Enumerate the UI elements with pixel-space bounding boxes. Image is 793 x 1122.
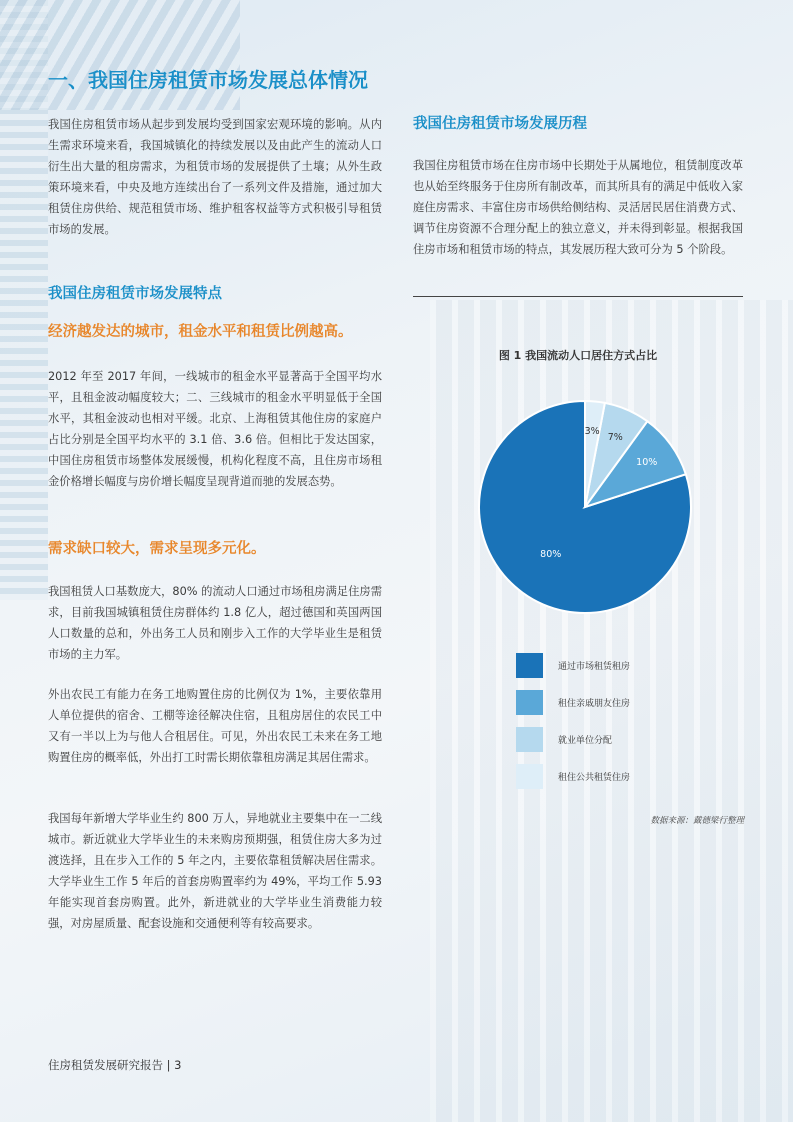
data-source: 数据来源：戴德梁行整理 <box>650 816 744 826</box>
background-building-top <box>0 0 240 110</box>
legend-label: 租住公共租赁住房 <box>558 773 631 783</box>
pie-slice-label: 80% <box>540 549 562 561</box>
legend-label: 通过市场租赁租房 <box>558 662 631 672</box>
section-title: 一、我国住房租赁市场发展总体情况 <box>48 68 368 92</box>
pie-slice-label: 3% <box>584 426 600 438</box>
pie-slice-label: 10% <box>636 457 658 469</box>
feature-subheading-1: 经济越发达的城市，租金水平和租赁比例越高。 <box>48 324 353 340</box>
legend-label: 就业单位分配 <box>558 736 613 746</box>
divider-rule <box>413 296 743 297</box>
legend-item <box>516 726 746 753</box>
legend-swatch <box>516 727 543 752</box>
feature-paragraph-3: 外出农民工有能力在务工地购置住房的比例仅为 1%，主要依靠用人单位提供的宿舍、工棚等途径解决住宿，且租房居住的农民工中又有一半以上为与他人合租居住。可见，外出农民工未来在务工地购置住房的概率低，外出打工时需长期依靠租房满足其居住需求。 <box>48 688 382 764</box>
legend-swatch <box>516 690 543 715</box>
features-heading: 我国住房租赁市场发展特点 <box>48 286 222 302</box>
page-footer: 住房租赁发展研究报告 | 3 <box>48 1058 182 1072</box>
legend-item <box>516 689 746 716</box>
pie-chart <box>478 400 698 620</box>
feature-paragraph-4: 我国每年新增大学毕业生约 800 万人，异地就业主要集中在一二线城市。新近就业大学毕业生的未来购房预期强，租赁住房大多为过渡选择，且在步入工作的 5 年之内，主要依靠租赁解决居住需求。大学毕业生工作 5 年后的首套房购置率约为 49%，平均工作 5.93 年能实现首套房购置。此外，新进就业的大学毕业生消费能力较强，对房屋质量、配套设施和交通便利等有较高要求。 <box>48 812 382 930</box>
feature-subheading-2: 需求缺口较大，需求呈现多元化。 <box>48 541 266 557</box>
feature-paragraph-1: 2012 年至 2017 年间，一线城市的租金水平显著高于全国平均水平，且租金波动幅度较大；二、三线城市的租金水平明显低于全国水平，其租金波动也相对平缓。北京、上海租赁其他住房的家庭户占比分别是全国平均水平的 3.1 倍、3.6 倍。但相比于发达国家，中国住房租赁市场整体发展缓慢，机构化程度不高，且住房市场租金价格增长幅度与房价增长幅度呈现背道而驰的发展态势。 <box>48 370 382 488</box>
intro-paragraph: 我国住房租赁市场从起步到发展均受到国家宏观环境的影响。从内生需求环境来看，我国城镇化的持续发展以及由此产生的流动人口衍生出大量的租房需求，为租赁市场的发展提供了土壤；从外生政策环境来看，中央及地方连续出台了一系列文件及措施，通过加大租赁住房供给、规范租赁市场、维护租客权益等方式积极引导租赁市场的发展。 <box>48 118 382 236</box>
legend-item <box>516 652 746 679</box>
history-heading: 我国住房租赁市场发展历程 <box>413 116 587 132</box>
history-paragraph: 我国住房租赁市场在住房市场中长期处于从属地位，租赁制度改革也从始至终服务于住房所有制改革，而其所具有的满足中低收入家庭住房需求、丰富住房市场供给侧结构、灵活居民居住消费方式、调节住房资源不合理分配上的独立意义，并未得到彰显。根据我国住房市场和租赁市场的特点，其发展历程大致可分为 5 个阶段。 <box>413 159 743 256</box>
feature-paragraph-2: 我国租赁人口基数庞大，80% 的流动人口通过市场租房满足住房需求，目前我国城镇租赁住房群体约 1.8 亿人，超过德国和英国两国人口数量的总和，外出务工人员和刚步入工作的大学毕业生是租赁市场的主力军。 <box>48 585 382 661</box>
chart-legend <box>516 652 746 800</box>
legend-label: 租住亲戚朋友住房 <box>558 699 631 709</box>
figure-title: 图 1 我国流动人口居住方式占比 <box>498 349 658 362</box>
legend-swatch <box>516 764 543 789</box>
pie-slice-label: 7% <box>607 431 623 443</box>
legend-swatch <box>516 653 543 678</box>
legend-item <box>516 763 746 790</box>
